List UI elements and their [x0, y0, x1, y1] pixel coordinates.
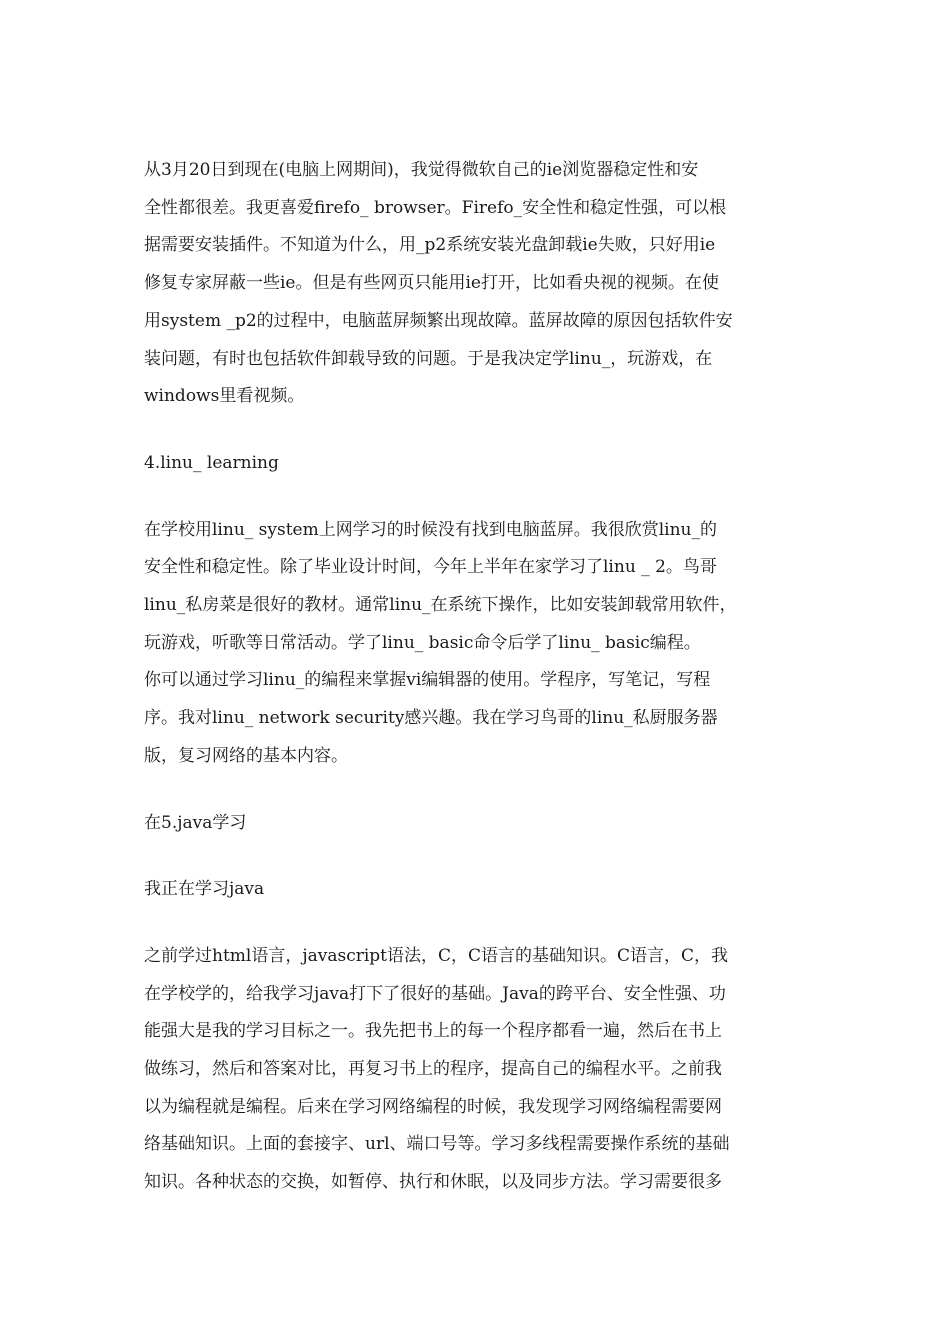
- paragraph: [144, 871, 809, 909]
- text-line: 络基础知识。上面的套接字、url、端口号等。学习多线程需要操作系统的基础: [144, 1134, 730, 1155]
- text-line: 4.linu_ learning: [144, 452, 279, 473]
- text-line: 从3月20日到现在(电脑上网期间)，我觉得微软自己的ie浏览器稳定性和安: [144, 160, 699, 180]
- text-line: 玩游戏，听歌等日常活动。学了linu_ basic命令后学了linu_ basic编程。: [144, 632, 701, 653]
- text-line: 在学校学的，给我学习java打下了很好的基础。Java的跨平台、安全性强、功: [144, 983, 726, 1004]
- text-line: 做练习，然后和答案对比，再复习书上的程序，提高自己的编程水平。之前我: [144, 1059, 722, 1080]
- text-line: 修复专家屏蔽一些ie。但是有些网页只能用ie打开，比如看央视的视频。在使: [144, 273, 719, 294]
- paragraph: [144, 445, 809, 483]
- text-line: linu_私房菜是很好的教材。通常linu_在系统下操作，比如安装卸载常用软件，: [144, 595, 737, 616]
- text-line: windows里看视频。: [144, 386, 305, 407]
- text-line: 版，复习网络的基本内容。: [144, 745, 348, 766]
- text-line: 安全性和稳定性。除了毕业设计时间，今年上半年在家学习了linu _ 2。鸟哥: [144, 557, 717, 578]
- text-line: 用system _p2的过程中，电脑蓝屏频繁出现故障。蓝屏故障的原因包括软件安: [144, 310, 733, 331]
- text-line: 据需要安装插件。不知道为什么，用_p2系统安装光盘卸载ie失败，只好用ie: [144, 235, 716, 256]
- paragraph: [144, 938, 809, 1202]
- text-line: 装问题，有时也包括软件卸载导致的问题。于是我决定学linu_，玩游戏，在: [144, 348, 713, 369]
- text-line: 我正在学习java: [144, 879, 265, 900]
- text-line: 序。我对linu_ network security感兴趣。我在学习鸟哥的linu_私厨服务器: [144, 708, 718, 729]
- text-line: 你可以通过学习linu_的编程来掌握vi编辑器的使用。学程序，写笔记，写程: [144, 670, 711, 691]
- text-line: 以为编程就是编程。后来在学习网络编程的时候，我发现学习网络编程需要网: [144, 1096, 722, 1117]
- text-line: 知识。各种状态的交换，如暂停、执行和休眠，以及同步方法。学习需要很多: [144, 1172, 722, 1193]
- text-line: 在学校用linu_ system上网学习的时候没有找到电脑蓝屏。我很欣赏linu_的: [144, 519, 718, 540]
- text-line: 全性都很差。我更喜爱firefo_ browser。Firefo_安全性和稳定性强，可以根: [144, 197, 727, 218]
- text-line: 之前学过html语言，javascript语法，C，C语言的基础知识。C语言，C，我: [144, 945, 729, 966]
- text-line: 能强大是我的学习目标之一。我先把书上的每一个程序都看一遍，然后在书上: [144, 1021, 722, 1042]
- text-line: 在5.java学习: [144, 812, 247, 833]
- paragraph: [144, 512, 809, 776]
- paragraph: [144, 152, 809, 416]
- paragraph: [144, 805, 809, 843]
- document-body: [144, 152, 809, 1231]
